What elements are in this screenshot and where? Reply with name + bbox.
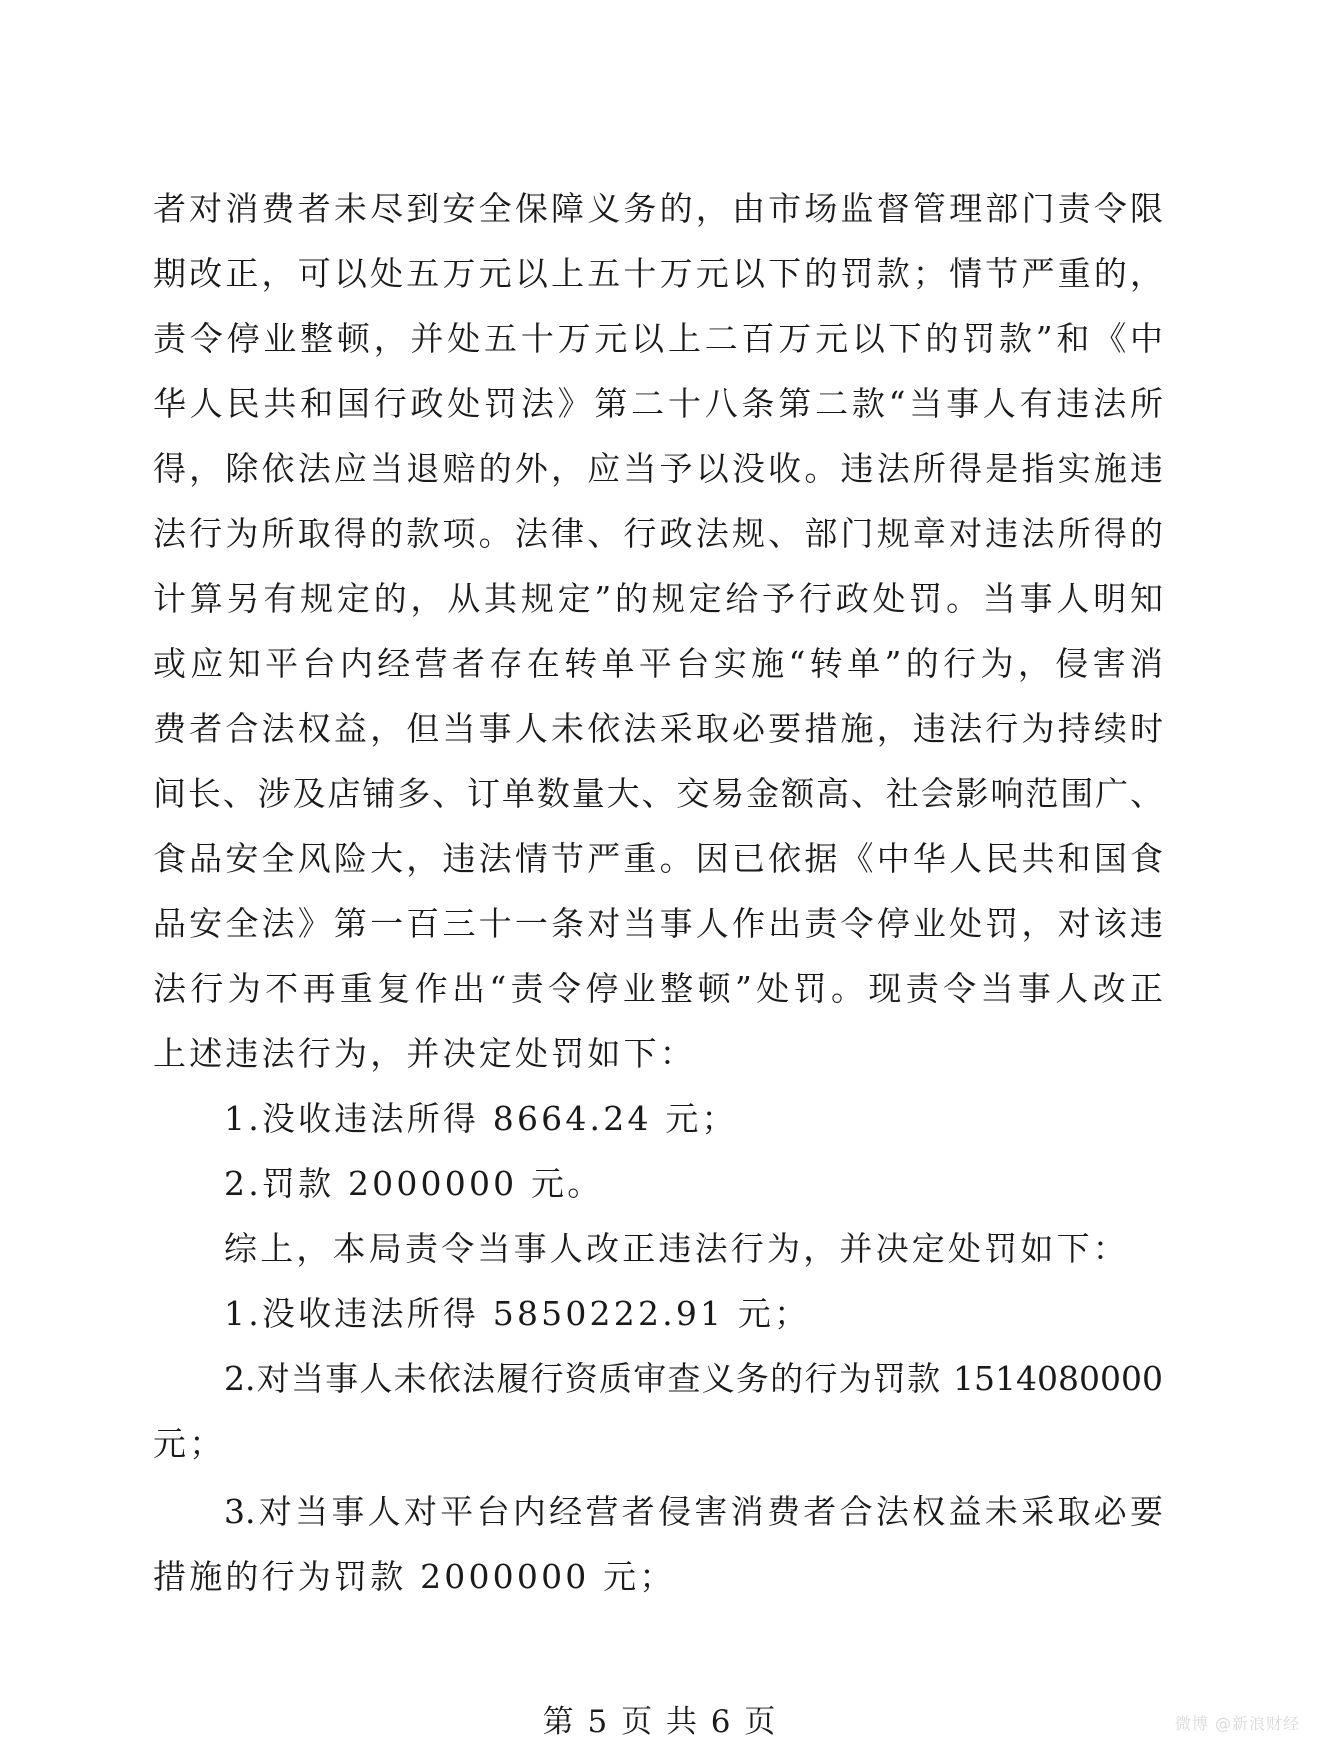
paragraph-line: 法行为所取得的款项。法律、行政法规、部门规章对违法所得的	[153, 514, 1163, 553]
paragraph-line: 食品安全风险大，违法情节严重。因已依据《中华人民共和国食	[153, 839, 1163, 878]
paragraph-line: 期改正，可以处五万元以上五十万元以下的罚款；情节严重的，	[153, 254, 1163, 293]
list-item-continuation: 措施的行为罚款 2000000 元；	[153, 1557, 676, 1596]
list-item: 2.对当事人未依法履行资质审查义务的行为罚款 1514080000	[224, 1359, 1163, 1398]
paragraph-line: 计算另有规定的，从其规定”的规定给予行政处罚。当事人明知	[153, 579, 1163, 618]
paragraph-line: 间长、涉及店铺多、订单数量大、交易金额高、社会影响范围广、	[153, 774, 1163, 813]
list-item-continuation: 元；	[153, 1424, 226, 1463]
watermark: 微博 @新浪财经	[1174, 1714, 1300, 1733]
paragraph-line: 得，除依法应当退赔的外，应当予以没收。违法所得是指实施违	[153, 449, 1163, 488]
paragraph-line: 品安全法》第一百三十一条对当事人作出责令停业处罚，对该违	[153, 904, 1163, 943]
list-item: 3.对当事人对平台内经营者侵害消费者合法权益未采取必要	[224, 1492, 1163, 1531]
summary-line: 综上，本局责令当事人改正违法行为，并决定处罚如下：	[224, 1229, 1129, 1268]
paragraph-line: 法行为不再重复作出“责令停业整顿”处罚。现责令当事人改正	[153, 969, 1163, 1008]
paragraph-line: 者对消费者未尽到安全保障义务的，由市场监督管理部门责令限	[153, 189, 1163, 228]
paragraph-line: 上述违法行为，并决定处罚如下：	[153, 1034, 696, 1073]
paragraph-line: 华人民共和国行政处罚法》第二十八条第二款“当事人有违法所	[153, 384, 1163, 423]
paragraph-line: 责令停业整顿，并处五十万元以上二百万元以下的罚款”和《中	[153, 319, 1163, 358]
paragraph-line: 或应知平台内经营者存在转单平台实施“转单”的行为，侵害消	[153, 644, 1163, 683]
document-body	[153, 176, 1163, 1609]
page-number: 第 5 页 共 6 页	[542, 1704, 778, 1740]
list-item: 1.没收违法所得 8664.24 元；	[224, 1099, 738, 1138]
list-item: 2.罚款 2000000 元。	[224, 1164, 604, 1203]
paragraph-line: 费者合法权益，但当事人未依法采取必要措施，违法行为持续时	[153, 709, 1163, 748]
list-item: 1.没收违法所得 5850222.91 元；	[224, 1294, 811, 1333]
